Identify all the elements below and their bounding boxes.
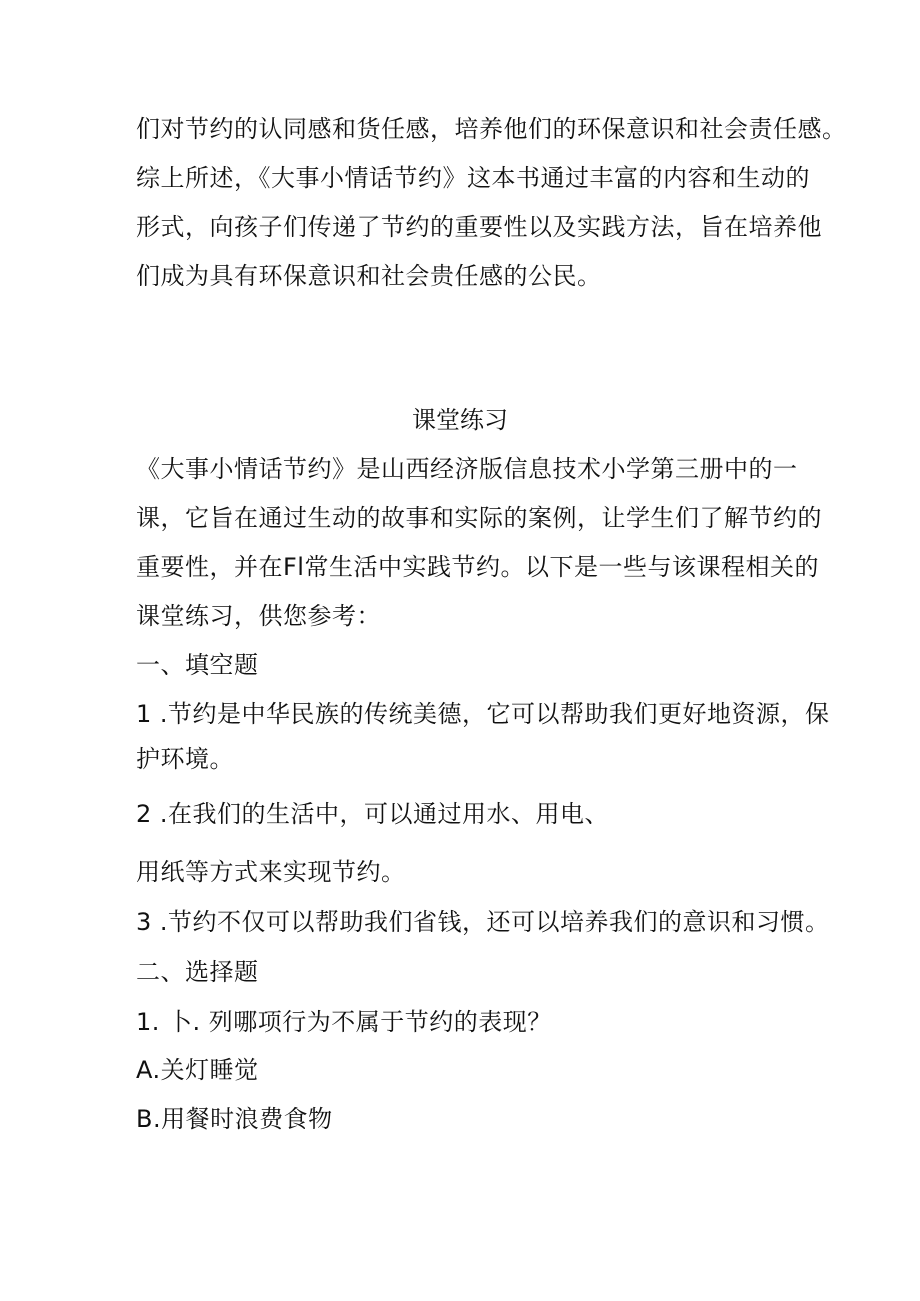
- fill-blank-q1-line-2: 护环境。: [136, 745, 234, 773]
- intro-line-3: 形式，向孩子们传递了节约的重要性以及实践方法，旨在培养他: [136, 213, 822, 241]
- intro-line-1: 们对节约的认同感和货任感，培养他们的环保意识和社会责任感。: [136, 115, 847, 143]
- choice-option-b: B.用餐时浪费食物: [136, 1105, 333, 1133]
- fill-blank-q2-line-1: 2 .在我们的生活中，可以通过用水、用电、: [136, 800, 610, 828]
- choice-heading: 二、选择题: [136, 958, 259, 986]
- section-intro-line-4: 课堂练习，供您参考：: [136, 602, 381, 630]
- fill-blank-q2-line-2: 用纸等方式来实现节约。: [136, 858, 406, 886]
- fill-blank-heading: 一、填空题: [136, 651, 259, 679]
- fill-blank-q3: 3 .节约不仅可以帮助我们省钱，还可以培养我们的意识和习惯。: [136, 908, 830, 936]
- intro-line-2: 综上所述，《大事小情话节约》这本书通过丰富的内容和生动的: [136, 164, 810, 192]
- intro-line-4: 们成为具有环保意识和社会贵任感的公民。: [136, 262, 602, 290]
- section-intro-line-3: 重要性，并在Fl常生活中实践节约。以下是一些与该课程相关的: [136, 553, 819, 581]
- section-intro-line-2: 课，它旨在通过生动的故事和实际的案例，让学生们了解节约的: [136, 504, 822, 532]
- choice-option-a: A.关灯睡觉: [136, 1056, 259, 1084]
- section-title: 课堂练习: [412, 406, 508, 434]
- section-intro-line-1: 《大事小情话节约》是山西经济版信息技术小学第三册中的一: [136, 455, 798, 483]
- choice-q1: 1. 卜. 列哪项行为不属于节约的表现？: [136, 1008, 552, 1036]
- fill-blank-q1-line-1: 1 .节约是中华民族的传统美德，它可以帮助我们更好地资源，保: [136, 700, 830, 728]
